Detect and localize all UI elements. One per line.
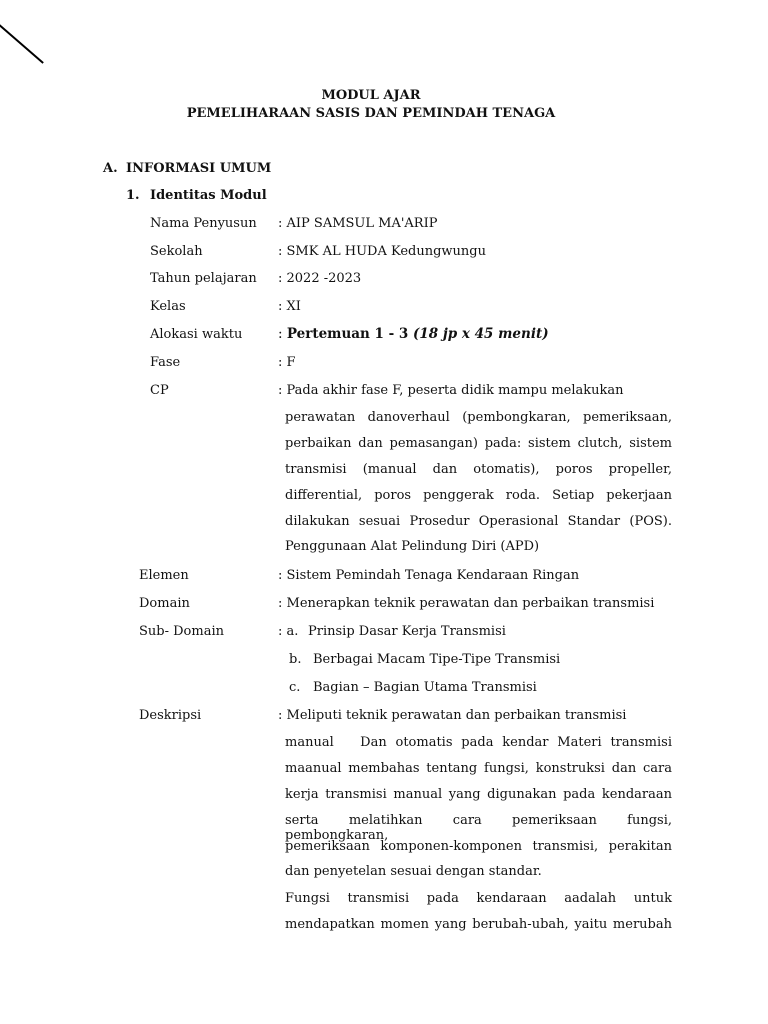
sekolah-label: Sekolah [150,244,203,259]
cp-line: perbaikan dan pemasangan) pada: sistem clutch, sistem [285,436,672,451]
tahun-value: : 2022 -2023 [278,271,362,286]
tahun-label: Tahun pelajaran [150,271,257,286]
alokasi-prefix: : [278,326,287,342]
subdomain-label: Sub- Domain [139,624,224,639]
subdomain-marker: b. [289,652,302,667]
alokasi-meeting: Pertemuan 1 - 3 [286,326,414,342]
nama-value: : AIP SAMSUL MA'ARIP [278,216,438,231]
deskripsi-line: kerja transmisi manual yang digunakan pada kendaraan [285,787,672,802]
cp-label: CP [150,383,169,398]
deskripsi-label: Deskripsi [139,708,202,723]
document-subtitle: PEMELIHARAAN SASIS DAN PEMINDAH TENAGA [186,106,556,121]
subdomain-marker: c. [289,680,301,695]
subdomain-item: Berbagai Macam Tipe-Tipe Transmisi [313,652,561,667]
cp-line: differential, poros penggerak roda. Setiap pekerjaan [285,488,672,503]
deskripsi-line: pemeriksaan komponen-komponen transmisi, perakitan [285,839,672,854]
fungsi-line: mendapatkan momen yang berubah-ubah, yaitu merubah [285,917,672,932]
fase-value: : F [278,355,296,370]
kelas-value: : XI [278,299,301,314]
document-title: MODUL AJAR [321,88,421,103]
subdomain-item: Prinsip Dasar Kerja Transmisi [308,624,506,639]
kelas-label: Kelas [150,299,186,314]
elemen-value: : Sistem Pemindah Tenaga Kendaraan Ringan [278,568,580,583]
nama-label: Nama Penyusun [150,216,257,231]
corner-mark [0,19,44,64]
cp-line: perawatan danoverhaul (pembongkaran, pemeriksaan, [285,410,672,425]
deskripsi-first-line: : Meliputi teknik perawatan dan perbaikan transmisi [278,708,627,723]
subsection-heading: Identitas Modul [150,188,267,203]
section-letter: A. [103,161,118,176]
subdomain-item: Bagian – Bagian Utama Transmisi [313,680,537,695]
domain-label: Domain [139,596,190,611]
cp-first-line: : Pada akhir fase F, peserta didik mampu melakukan [278,383,624,398]
fungsi-line: Fungsi transmisi pada kendaraan aadalah untuk [285,891,672,906]
fase-label: Fase [150,355,181,370]
subdomain-marker: : a. [278,624,299,639]
deskripsi-line: serta melatihkan cara pemeriksaan fungsi, pembongkaran, [285,813,672,843]
deskripsi-line: manual Dan otomatis pada kendar Materi transmisi [285,735,672,750]
elemen-label: Elemen [139,568,189,583]
subsection-number: 1. [126,188,140,203]
cp-line: Penggunaan Alat Pelindung Diri (APD) [285,539,540,554]
sekolah-value: : SMK AL HUDA Kedungwungu [278,244,486,259]
cp-line: transmisi (manual dan otomatis), poros propeller, [285,462,672,477]
deskripsi-line: maanual membahas tentang fungsi, konstruksi dan cara [285,761,672,776]
cp-line: dilakukan sesuai Prosedur Operasional Standar (POS). [285,514,672,529]
section-heading: INFORMASI UMUM [126,161,272,176]
domain-value: : Menerapkan teknik perawatan dan perbaikan transmisi [278,596,655,611]
alokasi-duration: (18 jp x 45 menit) [413,326,549,342]
alokasi-label: Alokasi waktu [150,327,243,342]
alokasi-value [278,326,549,342]
deskripsi-line: dan penyetelan sesuai dengan standar. [285,864,542,879]
